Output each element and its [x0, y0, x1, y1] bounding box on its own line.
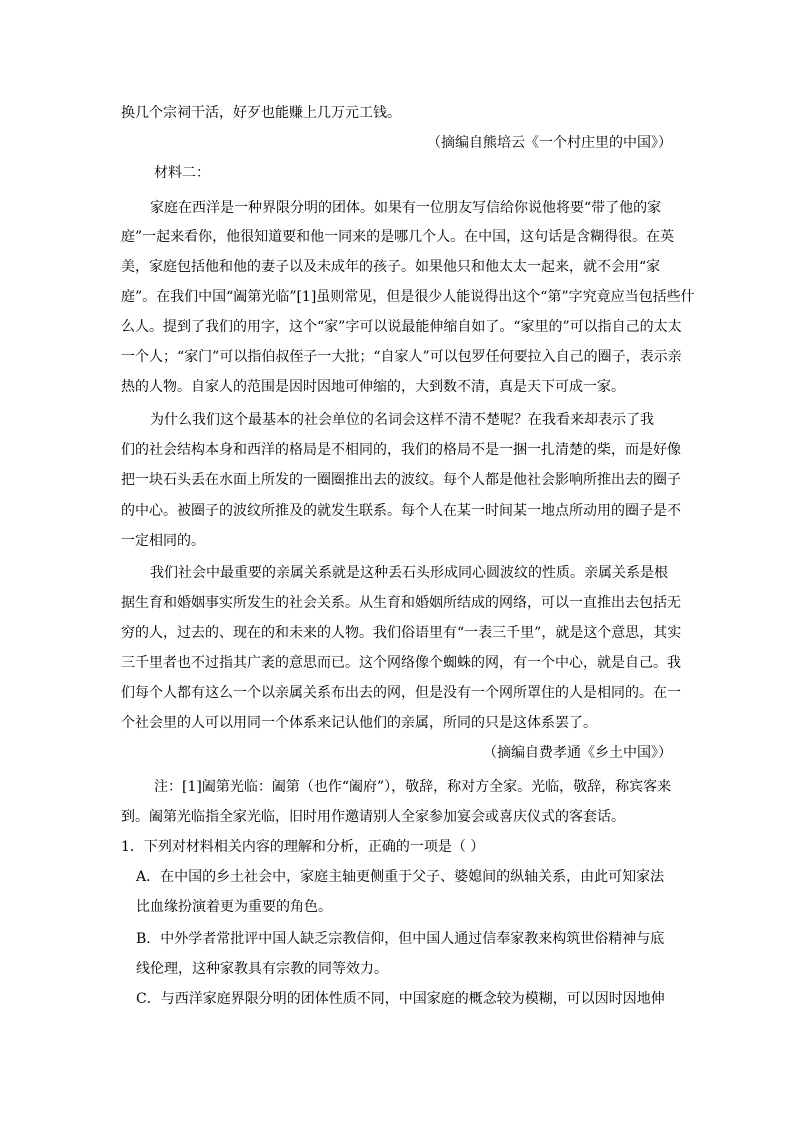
option-a-line: 比血缘扮演着更为重要的角色。	[136, 899, 332, 915]
source-citation-2: （摘编自费孝通《乡土中国》）	[483, 745, 672, 761]
paragraph-3-line: 据生育和婚姻事实所发生的社会关系。从生育和婚姻所结成的网络，可以一直推出去包括无	[121, 595, 681, 611]
source-citation-1: （摘编自熊培云《一个村庄里的中国》）	[427, 135, 672, 151]
paragraph-2-line: 为什么我们这个最基本的社会单位的名词会这样不清不楚呢？在我看来却表示了我	[150, 412, 654, 428]
material-2-heading: 材料二：	[154, 165, 210, 181]
paragraph-2-line: 的中心。被圈子的波纹所推及的就发生联系。每个人在某一时间某一地点所动用的圈子是不	[121, 503, 681, 519]
paragraph-2-line: 把一块石头丢在水面上所发的一圈圈推出去的波纹。每个人都是他社会影响所推出去的圈子	[121, 472, 681, 488]
paragraph-3-line: 穷的人，过去的、现在的和未来的人物。我们俗语里有“一表三千里”，就是这个意思，其实	[121, 625, 682, 641]
paragraph-3-line: 们每个人都有这么一个以亲属关系布出去的网，但是没有一个网所罩住的人是相同的。在一	[121, 685, 681, 701]
paragraph-3-line: 三千里者也不过指其广袤的意思而已。这个网络像个蜘蛛的网，有一个中心，就是自己。我	[121, 655, 681, 671]
paragraph-1-line: 美，家庭包括他和他的妻子以及未成年的孩子。如果他只和他太太一起来，就不会用“家	[121, 259, 661, 275]
option-b-line: B．中外学者常批评中国人缺乏宗教信仰，但中国人通过信奉家教来构筑世俗精神与底	[136, 931, 665, 947]
paragraph-1-line: 家庭在西洋是一种界限分明的团体。如果有一位朋友写信给你说他将要“带了他的家	[150, 200, 662, 216]
option-b-line: 线伦理，这种家教具有宗教的同等效力。	[136, 961, 388, 977]
paragraph-1-line: 庭”一起来看你，他很知道要和他一同来的是哪几个人。在中国，这句话是含糊得很。在英	[121, 229, 675, 245]
footnote-line: 到。阖第光临指全家光临，旧时用作邀请别人全家参加宴会或喜庆仪式的客套话。	[121, 809, 625, 825]
question-stem: 1．下列对材料相关内容的理解和分析，正确的一项是（ ）	[121, 839, 485, 855]
paragraph-3-line: 个社会里的人可以用同一个体系来记认他们的亲属，所同的只是这体系罢了。	[121, 715, 597, 731]
paragraph-2-line: 一定相同的。	[121, 533, 205, 549]
option-c-line: C．与西洋家庭界限分明的团体性质不同，中国家庭的概念较为模糊，可以因时因地伸	[136, 991, 665, 1007]
intro-line: 换几个宗祠干活，好歹也能赚上几万元工钱。	[121, 105, 401, 121]
footnote-line: 注：[1]阖第光临：阖第（也作“阖府”），敬辞，称对方全家。光临，敬辞，称宾客来	[154, 779, 672, 795]
paragraph-2-line: 们的社会结构本身和西洋的格局是不相同的，我们的格局不是一捆一扎清楚的柴，而是好像	[121, 442, 681, 458]
paragraph-1-line: 庭”。在我们中国“阖第光临”[1]虽则常见，但是很少人能说得出这个“第”字究竟应当包括些什	[121, 289, 695, 305]
paragraph-1-line: 一个人；“家门”可以指伯叔侄子一大批；“自家人”可以包罗任何要拉入自己的圈子，表示亲	[121, 349, 682, 365]
paragraph-1-line: 么人。提到了我们的用字，这个“家”字可以说最能伸缩自如了。“家里的”可以指自己的太太	[121, 319, 682, 335]
paragraph-1-line: 热的人物。自家人的范围是因时因地可伸缩的，大到数不清，真是天下可成一家。	[121, 379, 625, 395]
paragraph-3-line: 我们社会中最重要的亲属关系就是这种丢石头形成同心圆波纹的性质。亲属关系是根	[150, 565, 668, 581]
option-a-line: A．在中国的乡土社会中，家庭主轴更侧重于父子、婆媳间的纵轴关系，由此可知家法	[136, 869, 665, 885]
